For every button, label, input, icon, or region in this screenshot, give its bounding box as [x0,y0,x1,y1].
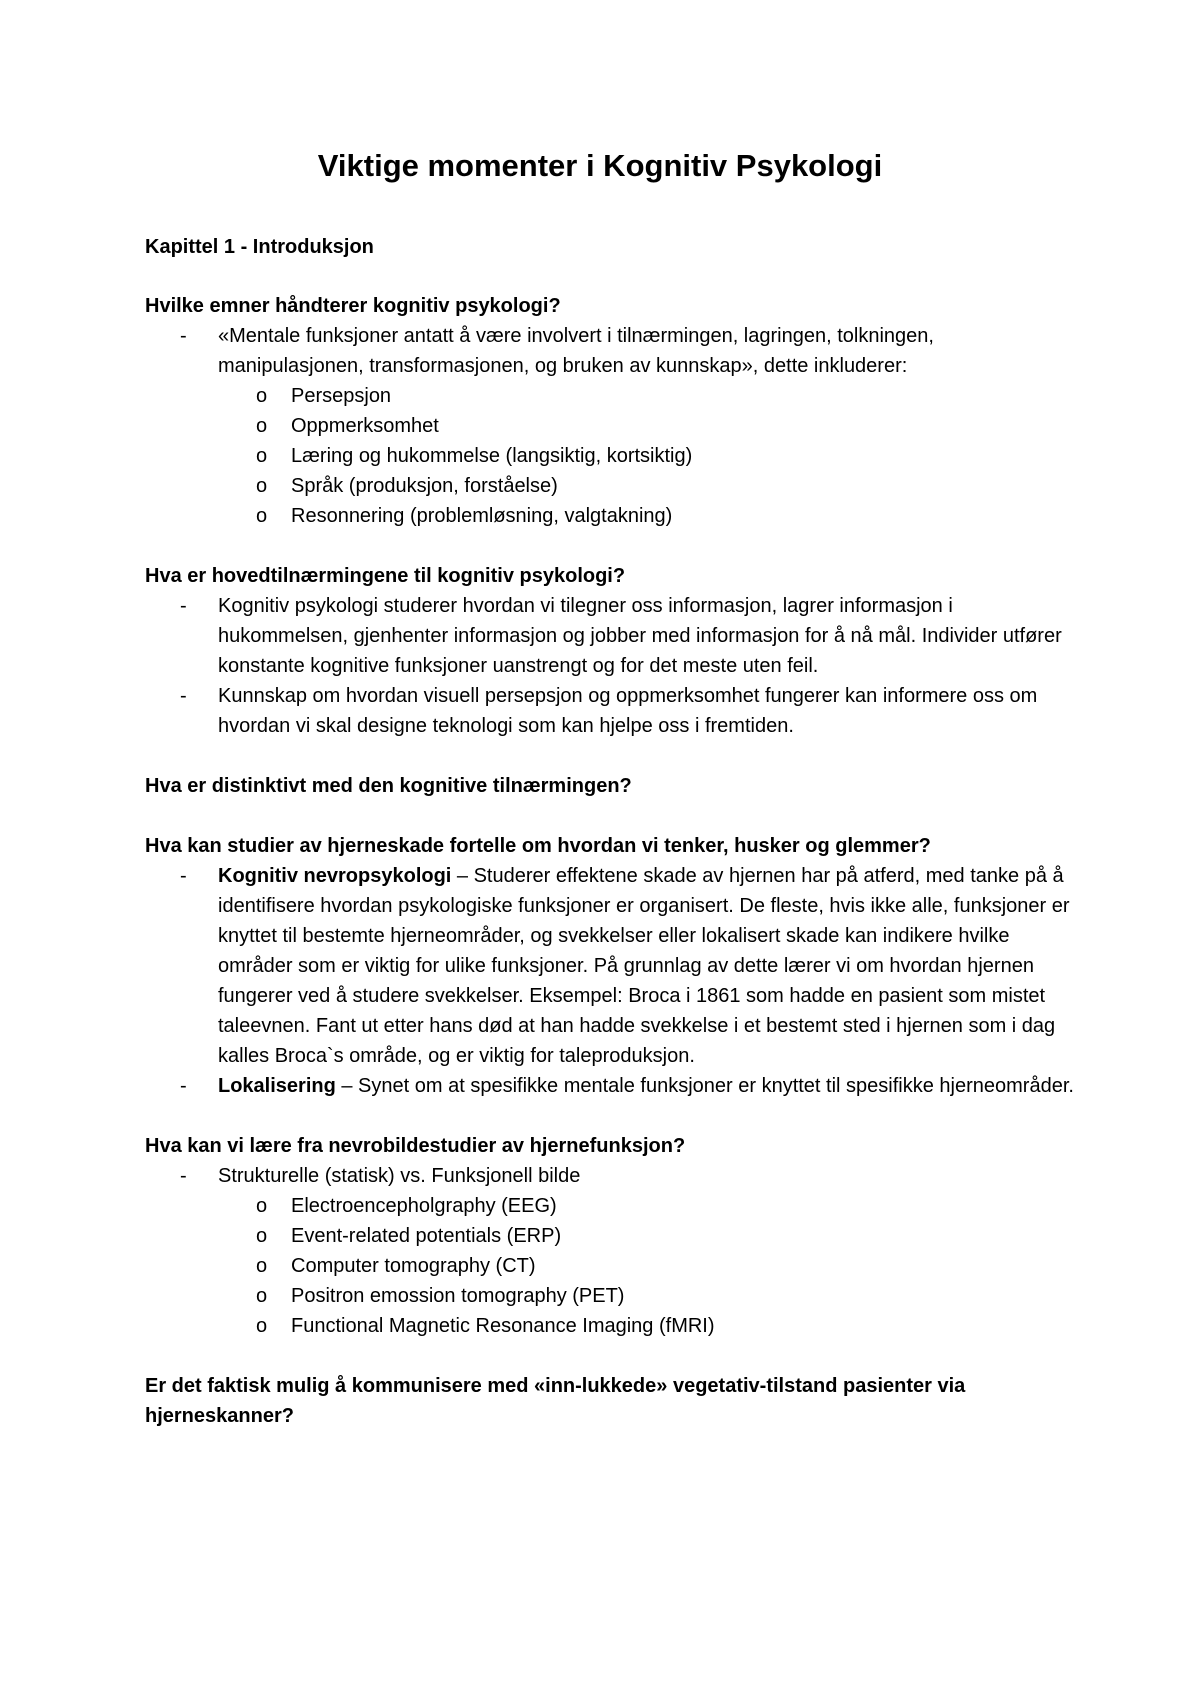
sub-item-text: Oppmerksomhet [291,415,439,437]
sub-item-text: Læring og hukommelse (langsiktig, kortsiktig) [291,445,693,467]
sub-item-text: Språk (produksjon, forståelse) [291,475,558,497]
document-title: Viktige momenter i Kognitiv Psykologi [317,148,883,183]
dash-bullet: - [180,685,187,707]
question-heading: Hva er hovedtilnærmingene til kognitiv psykologi? [145,565,626,587]
list-item [180,1161,1085,1341]
sub-item-text: Computer tomography (CT) [291,1255,536,1277]
circle-bullet: o [256,385,268,407]
sub-list-item [256,411,1085,441]
dash-bullet: - [180,1165,187,1187]
circle-bullet: o [256,415,268,437]
sub-item-text: Positron emossion tomography (PET) [291,1285,625,1307]
circle-bullet: o [256,1315,268,1337]
circle-bullet: o [256,445,268,467]
list-item-text: – Studerer effektene skade av hjernen har på atferd, med tanke på å identifisere hvordan psykologiske funksjoner er organisert. De fleste, hvis ikke alle, funksjoner er knyttet til bestemte hjerneområder, og svekkelser eller lokalisert skade kan indikere hvilke områder som er viktig for ulike funksjoner. På grunnlag av dette lærer vi om hvordan hjernen fungerer ved å studere svekkelser. Eksempel: Broca i 1861 som hadde en pasient som mistet taleevnen. Fant ut etter hans død at han hadde svekkelse i et bestemt sted i hjernen som i dag kalles Broca`s område, og er viktig for taleproduksjon. [218,865,1070,1067]
sub-item-text: Electroencepholgraphy (EEG) [291,1195,557,1217]
bullet-list [145,1161,1085,1341]
circle-bullet: o [256,505,268,527]
sub-item-text: Event-related potentials (ERP) [291,1225,562,1247]
sub-list-item [256,1221,1085,1251]
section [145,561,1085,741]
sub-list-item [256,1191,1085,1221]
question-heading: Er det faktisk mulig å kommunisere med «inn-lukkede» vegetativ-tilstand pasienter via hjerneskanner? [145,1375,966,1427]
circle-bullet: o [256,475,268,497]
dash-bullet: - [180,325,187,347]
sub-list-item [256,471,1085,501]
list-item-text: – Synet om at spesifikke mentale funksjoner er knyttet til spesifikke hjerneområder. [335,1075,1074,1097]
sub-item-text: Functional Magnetic Resonance Imaging (fMRI) [291,1315,715,1337]
list-item [180,1071,1085,1101]
dash-bullet: - [180,865,187,887]
circle-bullet: o [256,1255,268,1277]
list-item-text: Kognitiv psykologi studerer hvordan vi tilegner oss informasjon, lagrer informasjon i hukommelsen, gjenhenter informasjon og jobber med informasjon for å nå mål. Individer utfører konstante kognitive funksjoner uanstrengt og for det meste uten feil. [218,595,1062,677]
sub-list-item [256,441,1085,471]
list-item [180,591,1085,681]
list-item-text: Strukturelle (statisk) vs. Funksjonell bilde [218,1165,581,1187]
bullet-list [145,591,1085,741]
section [145,1371,1085,1431]
term-label: Kognitiv nevropsykologi [218,865,452,887]
sub-list-item [256,1251,1085,1281]
sub-item-text: Persepsjon [291,385,392,407]
list-item [180,321,1085,531]
sub-list [218,1191,1085,1341]
circle-bullet: o [256,1195,268,1217]
section [145,771,1085,801]
sub-item-text: Resonnering (problemløsning, valgtakning) [291,505,673,527]
dash-bullet: - [180,595,187,617]
circle-bullet: o [256,1225,268,1247]
sub-list-item [256,1281,1085,1311]
section [145,831,1085,1101]
circle-bullet: o [256,1285,268,1307]
document-content [145,232,1085,1461]
bullet-list [145,321,1085,531]
list-item-text: «Mentale funksjoner antatt å være involvert i tilnærmingen, lagringen, tolkningen, manipulasjonen, transformasjonen, og bruken av kunnskap», dette inkluderer: [218,325,934,377]
sub-list-item [256,501,1085,531]
term-label: Lokalisering [218,1075,336,1097]
bullet-list [145,861,1085,1101]
sub-list [218,381,1085,531]
chapter-heading: Kapittel 1 - Introduksjon [145,236,374,258]
question-heading: Hva kan vi lære fra nevrobildestudier av hjernefunksjon? [145,1135,686,1157]
sub-list-item [256,1311,1085,1341]
question-heading: Hva er distinktivt med den kognitive tilnærmingen? [145,775,632,797]
question-heading: Hva kan studier av hjerneskade fortelle om hvordan vi tenker, husker og glemmer? [145,835,931,857]
dash-bullet: - [180,1075,187,1097]
section [145,291,1085,531]
sub-list-item [256,381,1085,411]
list-item [180,861,1085,1071]
question-heading: Hvilke emner håndterer kognitiv psykologi? [145,295,561,317]
section [145,1131,1085,1341]
list-item-text: Kunnskap om hvordan visuell persepsjon og oppmerksomhet fungerer kan informere oss om hvordan vi skal designe teknologi som kan hjelpe oss i fremtiden. [218,685,1038,737]
list-item [180,681,1085,741]
